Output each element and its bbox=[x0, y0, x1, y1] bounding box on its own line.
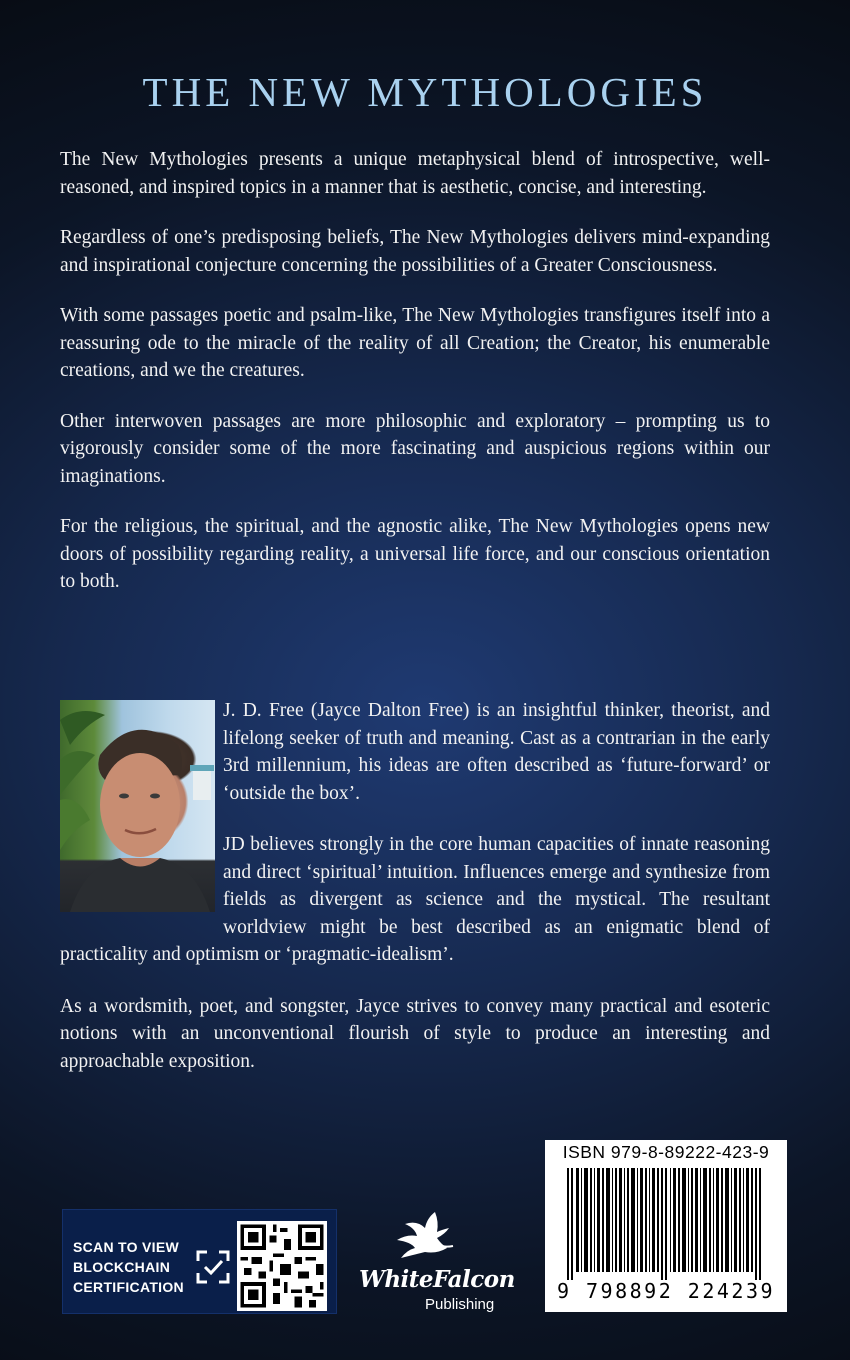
barcode-number: 9 798892 224239 bbox=[556, 1279, 776, 1303]
description-paragraph: For the religious, the spiritual, and the agnostic alike, The New Mythologies opens new doors of possibility regarding reality, a universal life force, and our conscious orientation to both. bbox=[60, 516, 770, 592]
author-bio bbox=[60, 697, 770, 1099]
bio-paragraph: J. D. Free (Jayce Dalton Free) is an insightful thinker, theorist, and lifelong seeker of truth and meaning. Cast as a contrarian in the early 3rd millennium, his ideas are often described as ‘future-forward’ or ‘outside the box’. bbox=[223, 700, 770, 804]
scan-label bbox=[73, 1237, 203, 1297]
scan-frame-icon bbox=[196, 1250, 230, 1284]
blockchain-certification-box bbox=[62, 1209, 337, 1314]
publisher-name: WhiteFalcon bbox=[359, 1266, 515, 1293]
author-photo bbox=[60, 700, 215, 912]
back-cover-footer bbox=[0, 1142, 850, 1350]
bio-paragraph: JD believes strongly in the core human capacities of innate reasoning and direct ‘spiritual’ intuition. Influences emerge and synthesize from fields as divergent as science and the mystical. The resultant worldview might be best described as an enigmatic blend of practicality and optimism or ‘pragmatic-idealism’. bbox=[60, 834, 770, 965]
barcode bbox=[553, 1168, 779, 1280]
description-paragraph: With some passages poetic and psalm-like, The New Mythologies transfigures itself into a reassuring ode to the miracle of the reality of all Creation; the Creator, his enumerable creations, and we the creatures. bbox=[60, 305, 770, 381]
isbn-label: ISBN 979-8-89222-423-9 bbox=[562, 1142, 770, 1162]
scan-label-line: BLOCKCHAIN bbox=[73, 1259, 171, 1275]
qr-code[interactable] bbox=[237, 1221, 327, 1311]
isbn-barcode-box bbox=[545, 1140, 787, 1312]
scan-label-line: SCAN TO VIEW bbox=[73, 1239, 180, 1255]
bio-paragraph: As a wordsmith, poet, and songster, Jayce strives to convey many practical and esoteric notions with an unconventional flourish of style to produce an interesting and approachable exposition. bbox=[60, 995, 770, 1072]
description-paragraph: The New Mythologies presents a unique metaphysical blend of introspective, well-reasoned, and inspired topics in a manner that is aesthetic, concise, and interesting. bbox=[60, 149, 770, 198]
publisher-logo bbox=[355, 1214, 515, 1314]
book-title: THE NEW MYTHOLOGIES bbox=[142, 69, 708, 115]
falcon-logo-icon bbox=[387, 1208, 457, 1268]
publisher-subtitle: Publishing bbox=[425, 1296, 495, 1313]
description-paragraph: Other interwoven passages are more philosophic and exploratory – prompting us to vigorously consider some of the more fascinating and auspicious regions within our imaginations. bbox=[60, 410, 770, 487]
scan-label-line: CERTIFICATION bbox=[73, 1279, 184, 1295]
book-description bbox=[60, 146, 770, 619]
description-paragraph: Regardless of one’s predisposing beliefs, The New Mythologies delivers mind-expanding and inspirational conjecture concerning the possibilities of a Greater Consciousness. bbox=[60, 227, 770, 276]
